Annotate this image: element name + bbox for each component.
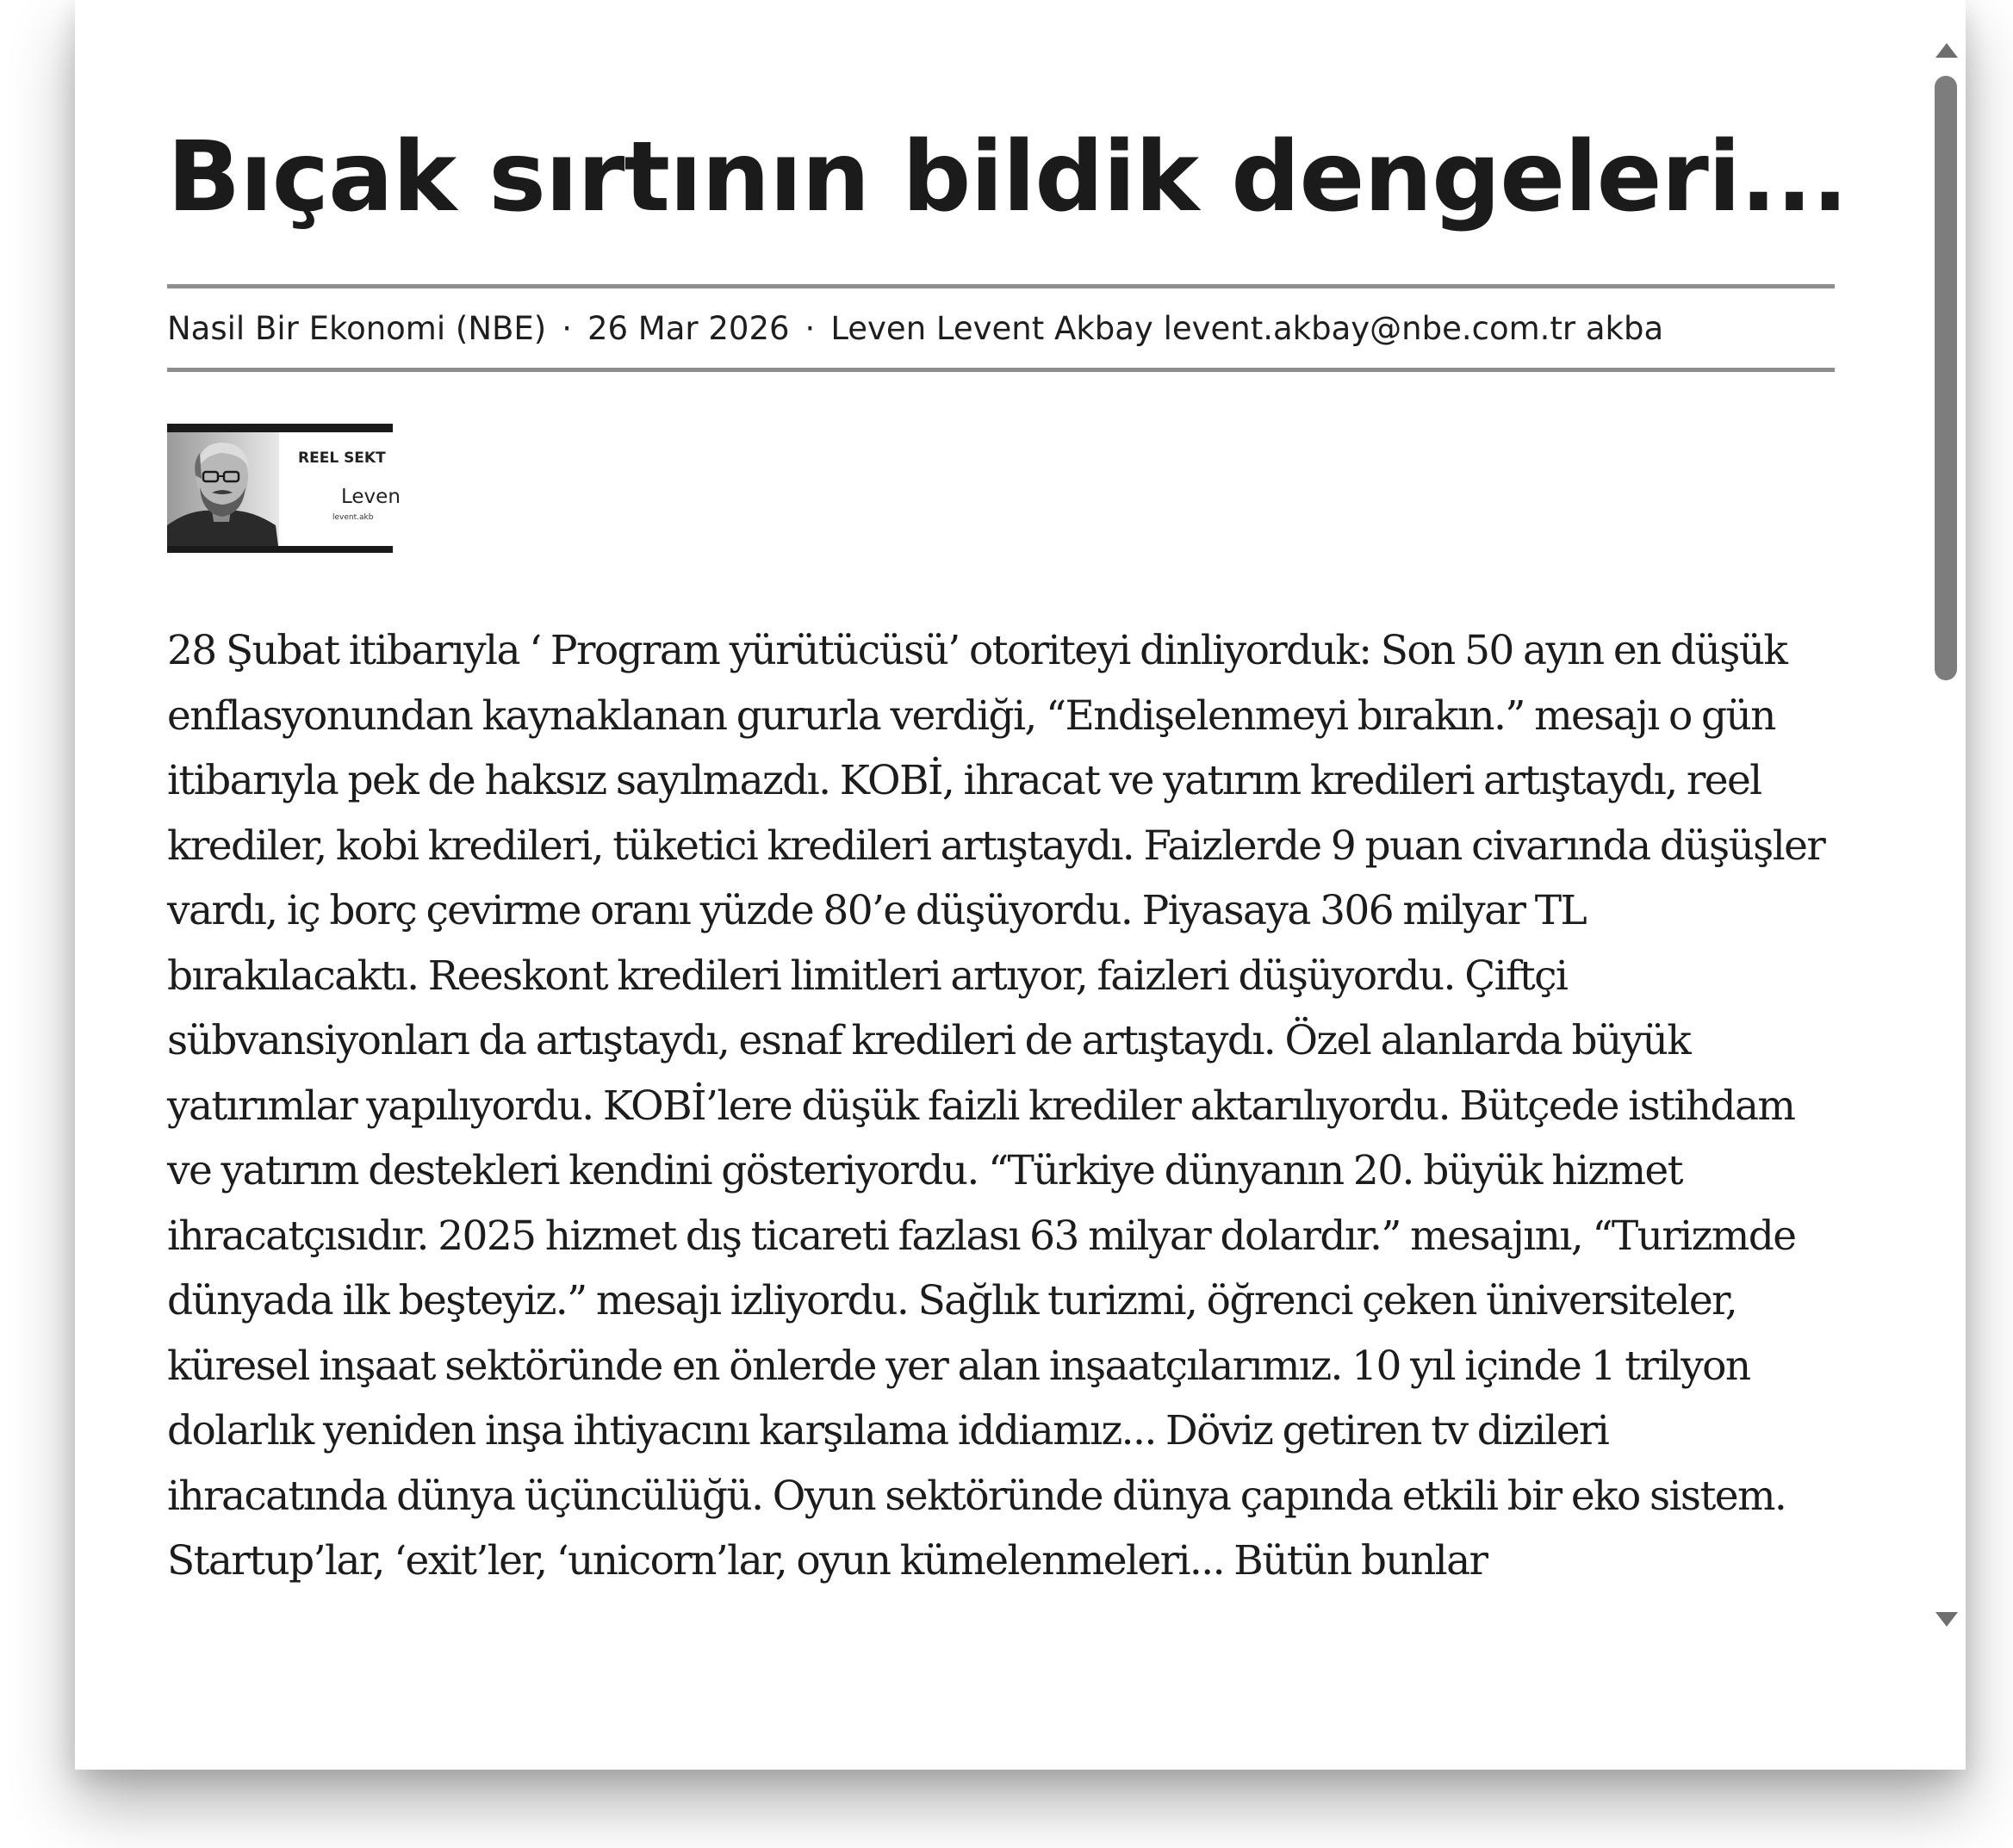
article-viewport[interactable]	[75, 0, 1927, 1660]
author-byline: Leven Levent Akbay levent.akbay@nbe.com.tr akba	[830, 309, 1664, 347]
meta-separator: ·	[805, 309, 816, 347]
meta-separator: ·	[562, 309, 572, 347]
article-meta	[167, 288, 1835, 368]
article-body: 28 Şubat itibarıyla ‘ Program yürütücüsü’ otoriteyi dinliyorduk: Son 50 ayın en düşük enflasyonundan kaynaklanan gururla verdiği, “Endişelenmeyi bırakın.” mesajı o gün itibarıyla pek de haksız sayılmazdı. KOBİ, ihracat ve yatırım kredileri artıştaydı, reel krediler, kobi kredileri, tüketici kredileri artıştaydı. Faizlerde 9 puan civarında düşüşler vardı, iç borç çevirme oranı yüzde 80’e düşüyordu. Piyasaya 306 milyar TL bırakılacaktı. Reeskont kredileri limitleri artıyor, faizleri düşüyordu. Çiftçi sübvansiyonları da artıştaydı, esnaf kredileri de artıştaydı. Özel alanlarda büyük yatırımlar yapılıyordu. KOBİ’lere düşük faizli krediler aktarılıyordu. Bütçede istihdam ve yatırım destekleri kendini gösteriyordu. “Türkiye dünyanın 20. büyük hizmet ihracatçısıdır. 2025 hizmet dış ticareti fazlası 63 milyar dolardır.” mesajını, “Turizmde dünyada ilk beşteyiz.” mesajı izliyordu. Sağlık turizmi, öğrenci çeken üniversiteler, küresel inşaat sektöründe en önlerde yer alan inşaatçılarımız. 10 yıl içinde 1 trilyon dolarlık yeniden inşa ihtiyacını karşılama iddiamız... Döviz getiren tv dizileri ihracatında dünya üçüncülüğü. Oyun sektöründe dünya çapında etkili bir eko sistem. Startup’lar, ‘exit’ler, ‘unicorn’lar, oyun kümelenmeleri... Bütün bunlar	[167, 627, 1825, 1584]
scroll-down-icon[interactable]	[1935, 1612, 1958, 1627]
reader-window	[75, 0, 1966, 1770]
column-footer-bar	[167, 546, 393, 553]
vertical-scrollbar[interactable]	[1927, 0, 1966, 1770]
author-column-image	[167, 424, 401, 553]
column-section-label: REEL SEKT	[298, 450, 386, 467]
source-name: Nasil Bir Ekonomi (NBE)	[167, 309, 547, 347]
article-headline: Bıçak sırtının bildik dengeleri...	[167, 121, 1848, 233]
header-divider-bottom	[167, 368, 1835, 372]
column-author-name: Leven	[341, 486, 401, 508]
column-author-email: levent.akb	[332, 513, 374, 522]
publish-date: 26 Mar 2026	[587, 309, 790, 347]
scroll-up-icon[interactable]	[1935, 43, 1958, 58]
article	[167, 121, 1848, 1594]
scrollbar-thumb[interactable]	[1935, 76, 1957, 680]
